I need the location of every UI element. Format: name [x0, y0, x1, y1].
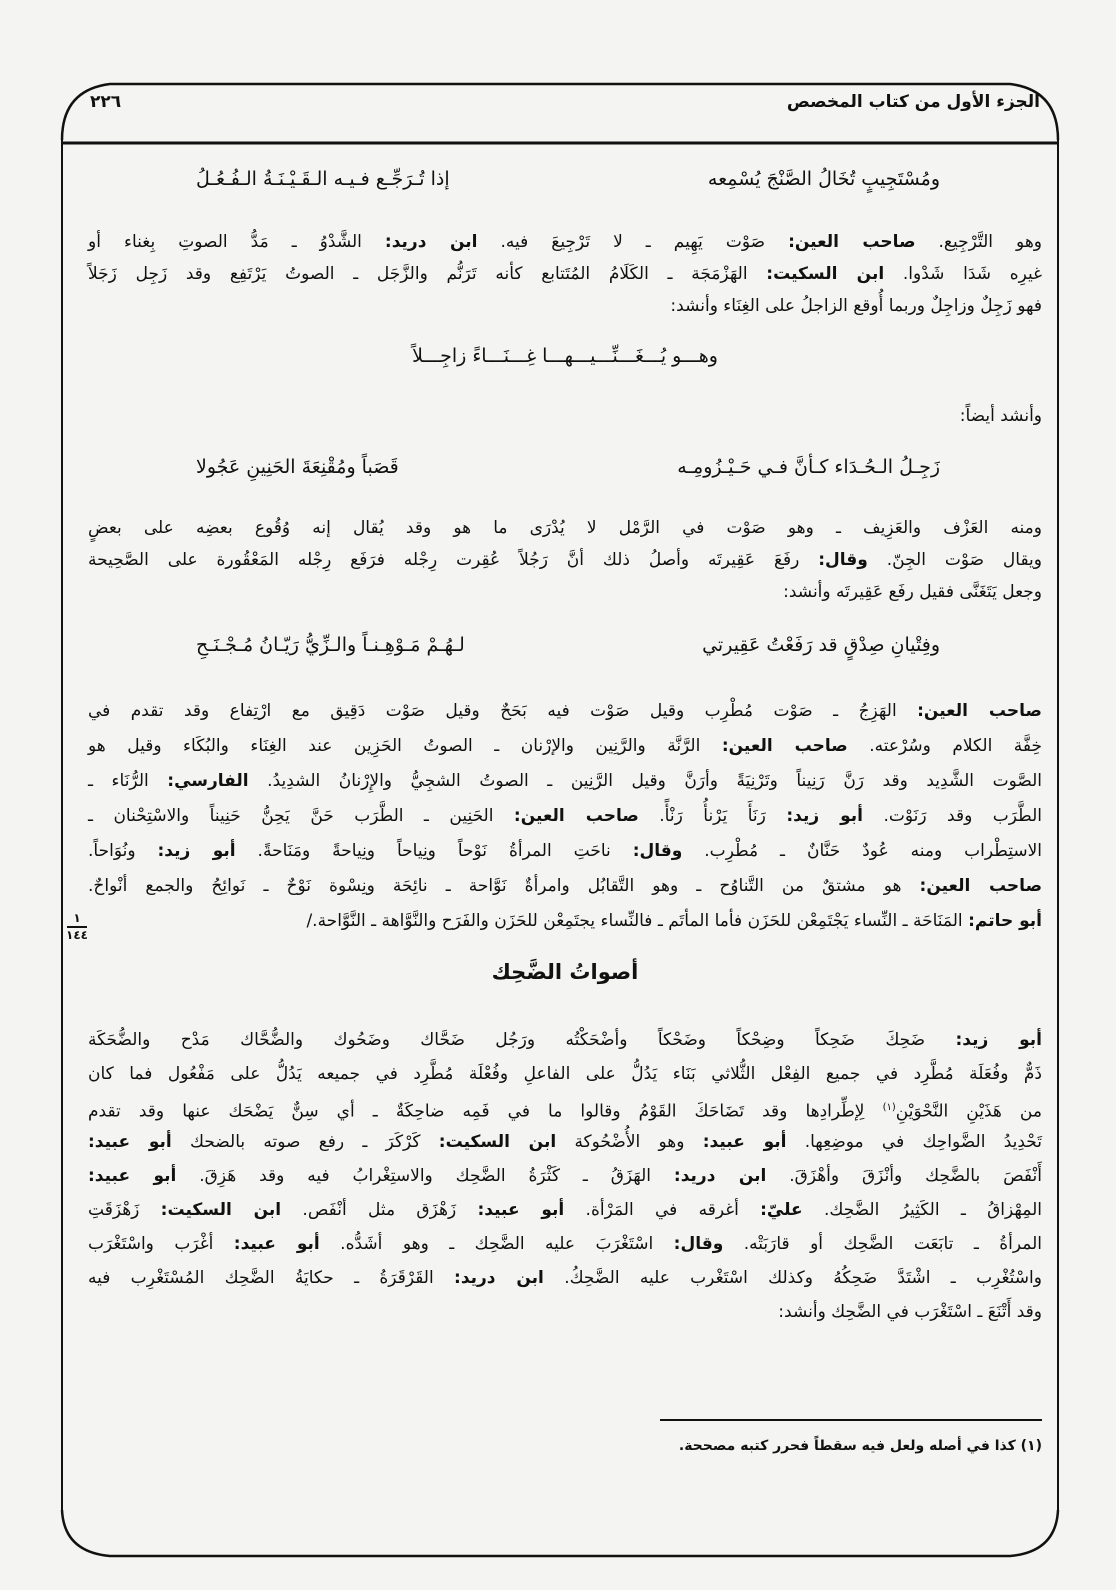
text-line — [88, 1060, 1042, 1088]
text-line — [88, 907, 1042, 935]
cited-authority: وقال: — [632, 841, 683, 861]
text-segment: فهو زَجِلٌ وزاجِلٌ وربما أُوقع الزاجلُ على الغِنَاء وأنشد: — [670, 296, 1042, 316]
text-segment: القَرْقَرَةُ ـ حكايَةُ الضَّحِك المُسْتَغْرِب فيه — [88, 1268, 455, 1288]
text-segment: واسْتُغْرِب ـ اشْتَدَّ ضَحِكُهُ وكذلك اسْتَغْرب عليه الضَّحِكُ. — [543, 1268, 1042, 1288]
cited-authority: أبو عبيد: — [88, 1132, 172, 1152]
running-title: الجزء الأول من كتاب المخصص — [786, 92, 1040, 112]
margin-reference — [66, 912, 88, 942]
text-segment: ضَحِكَ ضَحِكاً وضِحْكاً وضَحْكاً وأضْحَكْتُه ورَجُل ضَحَّاك وضَحُوك والضُّحَّاك مَدْح والضُّحَكَة — [88, 1030, 956, 1050]
cited-authority: ابن السكيت: — [438, 1132, 557, 1152]
section-heading: أصواتُ الضَّحِك — [491, 960, 639, 984]
cited-authority: صاحب العين: — [721, 736, 848, 756]
cited-authority: وقال: — [673, 1234, 724, 1254]
cited-authority: ابن السكيت: — [766, 264, 885, 284]
text-segment: وهو الأُضْحُوكة — [556, 1132, 703, 1152]
text-segment: تَحْدِيدُ الضَّواحِك في موضِعِها. — [786, 1132, 1042, 1152]
text-segment: من هَذَيْنِ النَّحْوَيْنِ — [895, 1101, 1042, 1122]
text-segment: الاستِطْراب ومنه عُودٌ حَنَّانٌ ـ مُطْرِب. — [682, 841, 1042, 861]
cited-authority: أبو عبيد: — [233, 1234, 320, 1254]
text-segment: ذَمٌّ وفُعَلَة مُطَّرِد في جميع الفِعْل الثُّلاثي بَنَاء يَدُلُّ على الفاعلِ وفُعْلَة مُطَّرِد في جميعه يَدُلُّ على مَفْعُول فما كان — [88, 1064, 1042, 1084]
text-segment: وجعل يَتَغَنَّى فقيل رفَع عَقِيرتَه وأنشد: — [783, 582, 1042, 602]
text-segment: غيرِه شَدَا شَدْوا. — [884, 264, 1043, 284]
text-line — [88, 292, 1042, 320]
cited-authority: أبو حاتم: — [968, 911, 1042, 931]
text-segment: زَهْزَقَتِ — [88, 1200, 161, 1220]
verse-3-left: قَصَباً ومُقْنِعَةَ الحَنِينِ عَجُولا — [196, 456, 399, 478]
text-segment: هو مشتقٌ من التَّناوُح ـ وهو التَّقابُل وامرأةٌ نَوَّاحة ـ نائِحَة ونِسْوة نَوْحٌ ـ نَوائِحُ والجمع أنْواحٌ. — [88, 876, 920, 896]
verse-4-left: لـهُـمْ مَـوْهِـنـاً والـزِّيُّ رَيّـانُ مُـجْـنَـحِ — [196, 634, 465, 656]
text-segment: المِهْزاقُ ـ الكَثِيرُ الضَّحِك. — [802, 1200, 1042, 1220]
cited-authority: وقال: — [818, 550, 868, 570]
text-segment: الشَّدْوُ ـ مَدُّ الصوتِ بِغناء أو — [88, 232, 385, 252]
text-segment: الصَّوت الشَّدِيد وقد رَنَّ رَنِيناً وتَرْنِيَةً وأرَنَّ وقيل الرَّنِين ـ الصوتُ الشجِيُّ والإِرْنانُ الشدِيدُ. — [248, 771, 1042, 791]
text-line — [88, 228, 1042, 256]
text-segment: رفَعَ عَقِيرتَه وأصلُ ذلك أنَّ رَجُلاً عُقِرت رِجْله فرَفَع رِجْله المَعْقُورة على الصَّحِيحة — [88, 550, 819, 570]
cited-authority: صاحب العين: — [919, 876, 1042, 896]
text-segment: الهَزْمَجَة ـ الكَلَامُ المُتَتابع كأنه تَرَنُّم والزَّجَل ـ الصوتُ يَرْتَفِع وقد زَجِل زَجَلاً — [88, 264, 767, 284]
margin-ref-numerator: ١ — [73, 911, 81, 925]
text-line — [88, 1128, 1042, 1156]
text-segment: اسْتَغْرَبَ عليه الضَّحِك ـ وهو أشَدُّه. — [319, 1234, 674, 1254]
text-line — [88, 514, 1042, 542]
text-segment: ونُوَاحاً. — [88, 841, 158, 861]
text-segment: المرأةُ ـ تابَعَت الضَّحِك أو قارَبَتْه. — [723, 1234, 1042, 1254]
cited-authority: صاحب العين: — [513, 806, 639, 826]
page-number: ٢٢٦ — [90, 92, 122, 112]
cited-authority: ابن دريد: — [384, 232, 478, 252]
cited-authority: الفارسي: — [167, 771, 249, 791]
margin-ref-denominator: ١٤٤ — [66, 928, 88, 942]
text-line — [88, 872, 1042, 900]
text-segment: زَهْزَق مثل أنْفَص. — [281, 1200, 478, 1220]
footnote — [88, 1432, 1042, 1460]
text-segment: ومنه العَزْف والعَزِيف ـ وهو صَوْت في الرَّمْل لا يُدْرَى ما هو وقد يُقال إنه وُقُوع بعضِه على بعضٍ — [88, 518, 1042, 538]
text-segment: الرَّنَّة والرَّنِين والإرْنان ـ الصوتُ الحَزِين عند الغِنَاء والبُكَاء وقيل هو — [88, 736, 722, 756]
text-segment: الطَّرَب وقد رَنَوْت. — [862, 806, 1042, 826]
cited-authority: أبو زيد: — [157, 841, 236, 861]
footnote-ref: (١) — [882, 1102, 896, 1113]
text-line — [88, 1196, 1042, 1224]
text-segment: أغْرَب واسْتَغْرَب — [88, 1234, 234, 1254]
text-line — [88, 1162, 1042, 1190]
text-segment: خِفَّة الكلام وسُرْعته. — [847, 736, 1042, 756]
text-segment: كَرْكَرَ ـ رفع صوته بالضحك — [171, 1132, 439, 1152]
cited-authority: أبو عبيد: — [477, 1200, 565, 1220]
text-segment: ناحَتِ المرأةُ نَوْحاً ونِياحاً ونِياحةً ومَنَاحةً. — [235, 841, 633, 861]
text-line — [88, 1230, 1042, 1258]
verse-2: وهـــو يُـــغَـــنِّـــيـــهـــا غِـــنَـــاءً زاجِـــلاً — [412, 345, 718, 367]
text-line — [88, 697, 1042, 725]
text-line — [88, 1298, 1042, 1326]
text-line — [88, 767, 1042, 795]
verse-1-left: إذا تُـرَجِّـع فـيـه الـقَـيْـنَـةُ الـفُـعُـلُ — [196, 168, 450, 190]
cited-authority: عليّ: — [760, 1200, 803, 1220]
text-line — [88, 260, 1042, 288]
cited-authority: أبو زيد: — [786, 806, 863, 826]
text-line — [88, 837, 1042, 865]
verse-4-right: وفِتْيانِ صِدْقٍ قد رَفَعْتُ عَقِيرتي — [702, 634, 940, 656]
cited-authority: أبو عبيد: — [702, 1132, 787, 1152]
text-line — [88, 1026, 1042, 1054]
footnote-marker: (١) — [1020, 1438, 1042, 1454]
text-segment: وقد أَتْنَعَ ـ اسْتَغْرَب في الضَّحِك وأنشد: — [778, 1302, 1042, 1322]
text-segment: وهو التَّرْجِيع. — [915, 232, 1042, 252]
intro-line: وأنشد أيضاً: — [959, 406, 1042, 426]
text-segment: الهَزِجُ ـ صَوْت مُطْرِب وقيل صَوْت فيه بَحَحٌ وقيل صَوْت دَقِيق مع ارْتِفاع وقد تقدم في — [88, 701, 918, 721]
text-segment: الرُّنَاء ـ — [88, 771, 168, 791]
text-segment: رَنَأَ يَرْنأُ رَنْأً. — [638, 806, 787, 826]
text-segment: أَنْفَصَ بالضَّحِك وأنْزَقَ وأهْزَقَ. — [766, 1166, 1042, 1186]
text-segment: الهَزَقُ ـ كَثْرَةُ الضَّحِك والاستِغْرابُ فيه وقد هَزِقَ. — [176, 1166, 674, 1186]
text-line — [88, 802, 1042, 830]
cited-authority: ابن دريد: — [673, 1166, 767, 1186]
text-line — [88, 546, 1042, 574]
cited-authority: صاحب العين: — [788, 232, 916, 252]
text-segment: أغرقه في المَرْأة. — [564, 1200, 761, 1220]
text-segment: لِإطِّرادِها وقد تَضَاحَكَ القَوْمُ وقالوا ما في فَمِه ضاحِكَةٌ ـ أي سِنٌّ يَضْحَك عنها وقد تقدم — [88, 1101, 883, 1122]
verse-1-right: ومُسْتَجِيبٍ تُخَالُ الصَّنْجَ يُسْمِعه — [707, 168, 940, 190]
text-segment: الحَنِين ـ الطَّرَب حَنَّ يَحِنُّ حَنِيناً والاسْتِحْنان ـ — [88, 806, 514, 826]
text-segment: صَوْت يَهِيم ـ لا تَرْجِيعَ فيه. — [477, 232, 789, 252]
cited-authority: أبو عبيد: — [88, 1166, 177, 1186]
text-line — [88, 732, 1042, 760]
text-segment: المَنَاحَة ـ النِّساء يَجْتَمِعْن للحَزَن فأما المأتَم ـ فالنِّساء يجتَمِعْن للحَزَن والفَرَح والنَّوَّاهة ـ النَّوَّاحة./ — [306, 911, 969, 931]
cited-authority: ابن دريد: — [454, 1268, 544, 1288]
footnote-text: كذا في أصله ولعل فيه سقطاً فحرر كتبه مصححة. — [678, 1438, 1016, 1454]
text-line — [88, 578, 1042, 606]
text-segment: ويقال صَوْت الجِنّ. — [867, 550, 1042, 570]
cited-authority: أبو زيد: — [955, 1030, 1043, 1050]
text-line — [88, 1264, 1042, 1292]
text-line — [88, 1094, 1042, 1126]
cited-authority: ابن السكيت: — [160, 1200, 282, 1220]
cited-authority: صاحب العين: — [917, 701, 1042, 721]
verse-3-right: زَجِـلُ الـحُـدَاء كـأنَّ فـي حَـيْـزُومِـه — [677, 456, 940, 478]
